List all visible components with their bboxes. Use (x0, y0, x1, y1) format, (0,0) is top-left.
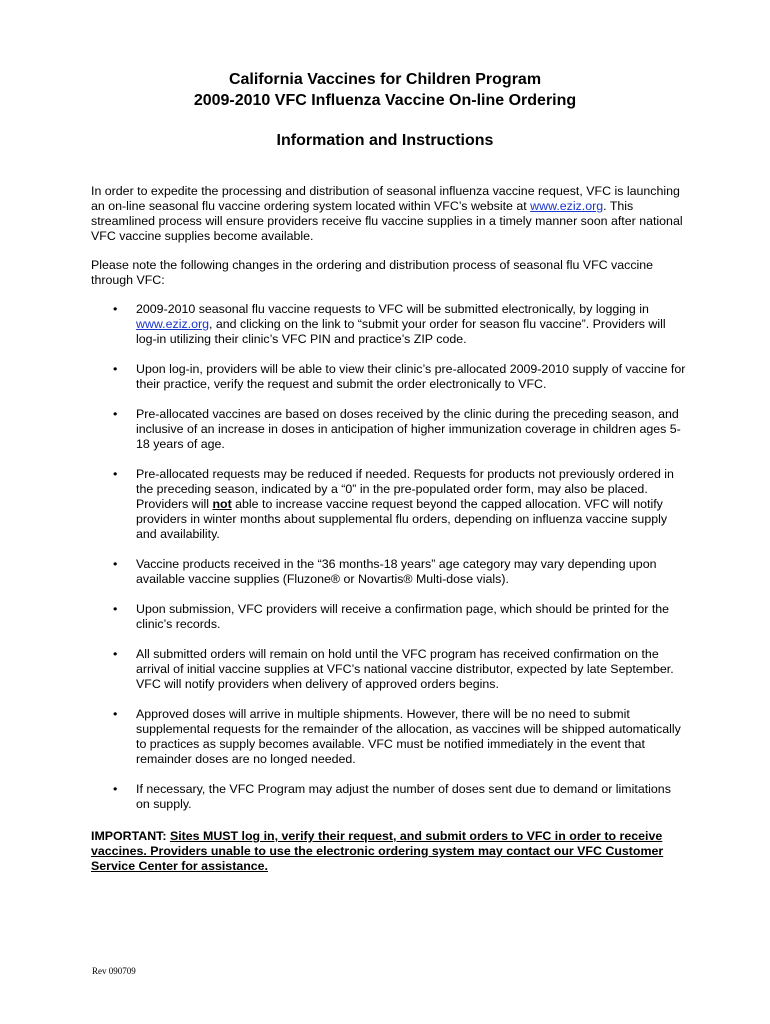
bullet-text: Approved doses will arrive in multiple shipments. However, there will be no need to submit supplemental requests for the remainder of the allocation, as vaccines will be shipped automatically to practices as supply becomes available. VFC must be notified immediately in the event that remainder doses are no longed needed. (136, 707, 681, 766)
list-item (91, 647, 686, 692)
bullet-icon: • (113, 407, 118, 421)
important-label: IMPORTANT: (91, 829, 170, 843)
program-title: California Vaccines for Children Program (228, 71, 542, 88)
bullet-icon: • (113, 557, 118, 571)
bullet-icon: • (113, 602, 118, 616)
changes-paragraph: Please note the following changes in the ordering and distribution process of seasonal flu VFC vaccine through VFC: (91, 258, 654, 287)
bullet-text: If necessary, the VFC Program may adjust the number of doses sent due to demand or limitations on supply. (136, 782, 671, 811)
title-block (0, 69, 770, 151)
bullet-icon: • (113, 647, 118, 661)
intro-text-b: . This streamlined process will ensure providers receive flu vaccine supplies in a timely manner soon after national VFC vaccine supplies become available. (91, 199, 683, 243)
list-item (91, 602, 686, 632)
bullet-text: Pre-allocated vaccines are based on doses received by the clinic during the preceding season, and inclusive of an increase in doses in anticipation of higher immunization coverage in children ages 5-18 years of age. (136, 407, 681, 451)
important-text: Sites MUST log in, verify their request, and submit orders to VFC in order to receive vaccines. Providers unable to use the electronic ordering system may contact our VFC Customer Service Center for assistance. (91, 829, 664, 873)
bullet-icon: • (113, 782, 118, 796)
eziz-link[interactable]: www.eziz.org (530, 199, 604, 213)
bullet-text: Upon log-in, providers will be able to view their clinic’s pre-allocated 2009-2010 supply of vaccine for their practice, verify the request and submit the order electronically to VFC. (136, 362, 686, 391)
bullet-icon: • (113, 362, 118, 376)
revision-footer: Rev 090709 (92, 966, 136, 976)
eziz-link-bullet[interactable]: www.eziz.org (136, 317, 209, 331)
bullet-text: Pre-allocated requests may be reduced if needed. Requests for products not previously ordered in the preceding season, indicated by a “0” in the pre-populated order form, may also be placed. Providers will (136, 467, 674, 511)
bullet-text: able to increase vaccine request beyond the capped allocation. VFC will notify providers in winter months about supplemental flu orders, depending on influenza vaccine supply and availability. (136, 497, 668, 541)
intro-text-a: In order to expedite the processing and distribution of seasonal influenza vaccine request, VFC is launching an on-line seasonal flu vaccine ordering system located within VFC’s website at (91, 184, 680, 213)
section-heading: Information and Instructions (276, 132, 494, 149)
bullet-list (91, 302, 686, 812)
bullet-text: , and clicking on the link to “submit your order for season flu vaccine”. Providers will log-in utilizing their clinic’s VFC PIN and practice’s ZIP code. (136, 317, 666, 346)
intro-paragraph (91, 184, 686, 244)
bullet-icon: • (113, 467, 118, 481)
bullet-icon: • (113, 707, 118, 721)
list-item (91, 302, 686, 347)
list-item (91, 362, 686, 392)
bullet-icon: • (113, 302, 118, 316)
emphasis-not: not (212, 497, 232, 511)
document-title: 2009-2010 VFC Influenza Vaccine On-line Ordering (193, 92, 577, 109)
list-item (91, 707, 686, 767)
list-item (91, 557, 686, 587)
list-item (91, 407, 686, 452)
bullet-text: Vaccine products received in the “36 months-18 years” age category may vary depending upon available vaccine supplies (Fluzone® or Novartis® Multi-dose vials). (136, 557, 657, 586)
bullet-text: Upon submission, VFC providers will receive a confirmation page, which should be printed for the clinic’s records. (136, 602, 670, 631)
important-notice (91, 829, 686, 874)
list-item (91, 467, 686, 542)
bullet-text: All submitted orders will remain on hold until the VFC program has received confirmation on the arrival of initial vaccine supplies at VFC’s national vaccine distributor, expected by late September. VFC will notify providers when delivery of approved orders begins. (136, 647, 674, 691)
document-body (91, 184, 686, 874)
list-item (91, 782, 686, 812)
bullet-text: 2009-2010 seasonal flu vaccine requests to VFC will be submitted electronically, by logging in (136, 302, 649, 316)
